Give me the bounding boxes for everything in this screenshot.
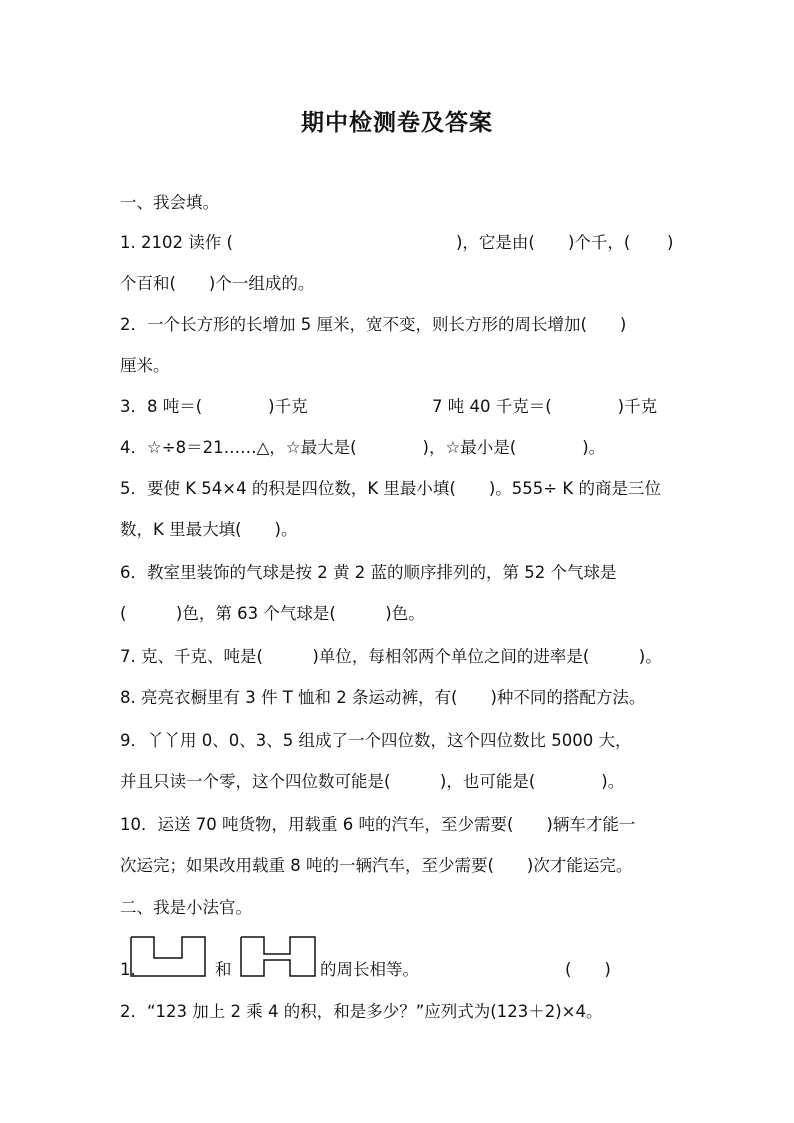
q1-text-d: ) [667, 233, 674, 252]
section-heading-2: 二、我是小法官。 [120, 898, 252, 917]
question-1-line-2: 个百和( )个一组成的。 [120, 274, 315, 293]
question-7: 7. 克、千克、吨是( )单位，每相邻两个单位之间的进率是( )。 [120, 647, 662, 666]
section-heading-1: 一、我会填。 [120, 193, 219, 212]
question-2-line-2: 厘米。 [120, 356, 170, 375]
question-6-line-1: 6．教室里装饰的气球是按 2 黄 2 蓝的顺序排列的，第 52 个气球是 [120, 563, 617, 582]
question-10-line-2: 次运完；如果改用载重 8 吨的一辆汽车，至少需要( )次才能运完。 [120, 856, 633, 875]
judge-question-2: 2．“123 加上 2 乘 4 的积，和是多少？”应列式为(123＋2)×4。 [120, 1002, 603, 1021]
page-title: 期中检测卷及答案 [301, 110, 493, 136]
judge-q1-number: 1. [120, 960, 136, 979]
q3-right: 7 吨 40 千克＝( )千克 [432, 397, 658, 416]
question-10-line-1: 10．运送 70 吨货物，用载重 6 吨的汽车，至少需要( )辆车才能一 [120, 815, 636, 834]
judge-q1-answer-paren: ( ) [565, 960, 611, 979]
q1-text-b: )，它是由( [456, 233, 535, 252]
question-9-line-2: 并且只读一个零，这个四位数可能是( )，也可能是( )。 [120, 772, 625, 791]
question-2-line-1: 2．一个长方形的长增加 5 厘米，宽不变，则长方形的周长增加( ) [120, 315, 627, 334]
question-8: 8. 亮亮衣橱里有 3 件 T 恤和 2 条运动裤，有( )种不同的搭配方法。 [120, 688, 646, 707]
question-5-line-1: 5．要使 K 54×4 的积是四位数，K 里最小填( )。555÷ K 的商是三位 [120, 479, 661, 498]
q3-left: 3．8 吨＝( )千克 [120, 397, 308, 416]
notched-rectangle-figure-a [130, 936, 206, 978]
question-4: 4．☆÷8＝21……△，☆最大是( )，☆最小是( )。 [120, 438, 606, 457]
q1-text-c: )个千，( [568, 233, 631, 252]
h-shape-figure-b [240, 936, 316, 978]
judge-q1-tail: 的周长相等。 [320, 960, 419, 979]
q1-text-a: 1. 2102 读作 ( [120, 233, 233, 252]
judge-q1-and: 和 [215, 960, 232, 979]
question-6-line-2: ( )色，第 63 个气球是( )色。 [120, 604, 425, 623]
question-5-line-2: 数，K 里最大填( )。 [120, 520, 298, 539]
question-9-line-1: 9．丫丫用 0、0、3、5 组成了一个四位数，这个四位数比 5000 大， [120, 731, 632, 750]
